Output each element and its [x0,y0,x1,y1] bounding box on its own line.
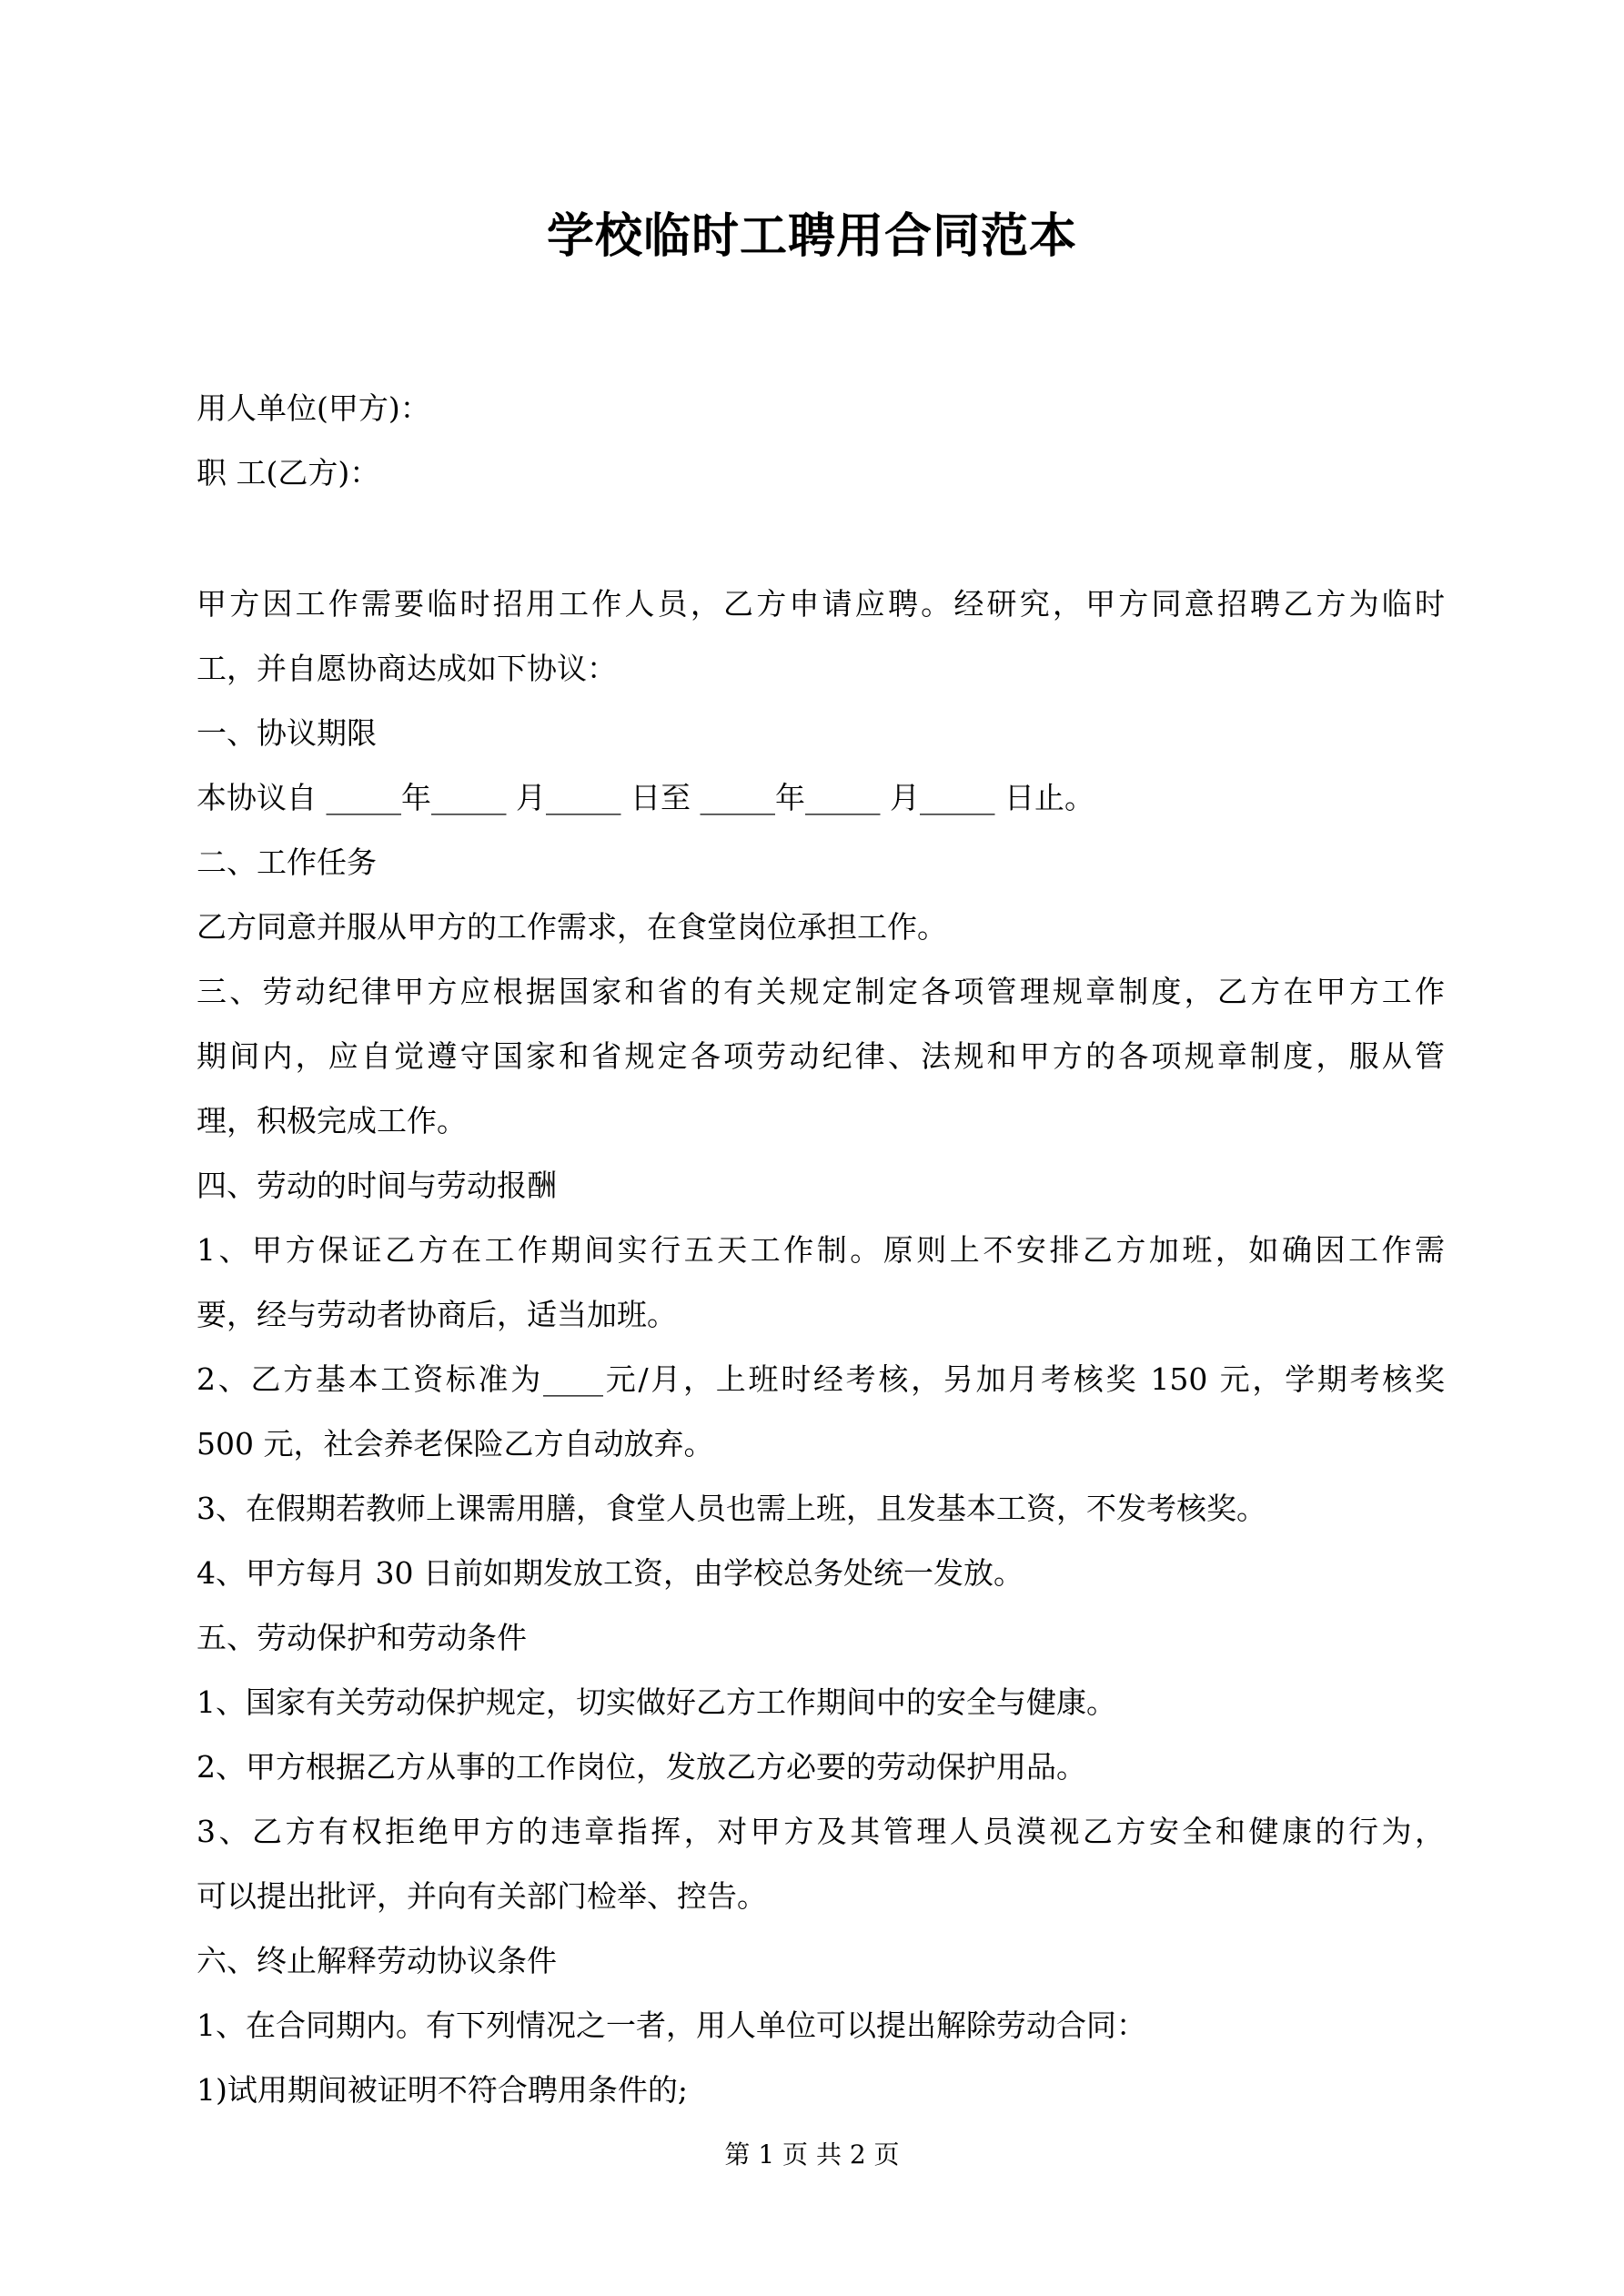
page-number-footer: 第 1 页 共 2 页 [724,2139,900,2170]
paragraph-line: 1、在合同期内。有下列情况之一者，用人单位可以提出解除劳动合同： [197,2008,1146,2043]
paragraph-line: 1、甲方保证乙方在工作期间实行五天工作制。原则上不安排乙方加班，如确因工作需 [197,1232,1445,1268]
section-heading: 四、劳动的时间与劳动报酬 [197,1168,557,1203]
paragraph-line: 3、乙方有权拒绝甲方的违章指挥，对甲方及其管理人员漠视乙方安全和健康的行为， [197,1814,1445,1849]
document-title: 学校临时工聘用合同范本 [546,208,1077,264]
paragraph-line: 工，并自愿协商达成如下协议： [197,651,617,686]
paragraph-line: 甲方因工作需要临时招用工作人员，乙方申请应聘。经研究，甲方同意招聘乙方为临时 [197,586,1445,622]
paragraph-line: 可以提出批评，并向有关部门检举、控告。 [197,1878,767,1914]
section-heading: 一、协议期限 [197,715,377,751]
paragraph-line: 本协议自 _____年_____ 月_____ 日至 _____年_____ 月_____ 日止。 [197,780,1094,815]
section-heading: 二、工作任务 [197,845,377,880]
section-heading: 六、终止解释劳动协议条件 [197,1943,557,1978]
paragraph-line: 期间内，应自觉遵守国家和省规定各项劳动纪律、法规和甲方的各项规章制度，服从管 [197,1038,1445,1074]
paragraph-line: 理，积极完成工作。 [197,1103,467,1138]
party-employer-line: 用人单位(甲方)： [197,390,430,426]
party-employee-line: 职 工(乙方)： [197,455,380,491]
paragraph-line: 500 元，社会养老保险乙方自动放弃。 [197,1426,714,1462]
party-block [197,376,1445,505]
paragraph-line: 要，经与劳动者协商后，适当加班。 [197,1297,677,1332]
paragraph-line: 4、甲方每月 30 日前如期发放工资，由学校总务处统一发放。 [197,1555,1024,1591]
paragraph-line: 1、国家有关劳动保护规定，切实做好乙方工作期间中的安全与健康。 [197,1684,1116,1720]
contract-body [197,571,1445,2122]
paragraph-line: 1)试用期间被证明不符合聘用条件的; [197,2072,688,2108]
section-heading: 三、劳动纪律甲方应根据国家和省的有关规定制定各项管理规章制度，乙方在甲方工作 [197,974,1445,1009]
section-heading: 五、劳动保护和劳动条件 [197,1620,527,1655]
paragraph-line: 2、甲方根据乙方从事的工作岗位，发放乙方必要的劳动保护用品。 [197,1749,1086,1785]
paragraph-line: 3、在假期若教师上课需用膳，食堂人员也需上班，且发基本工资，不发考核奖。 [197,1491,1266,1526]
paragraph-line: 2、乙方基本工资标准为____元/月，上班时经考核，另加月考核奖 150 元，学期考核奖 [197,1361,1445,1397]
paragraph-line: 乙方同意并服从甲方的工作需求，在食堂岗位承担工作。 [197,909,947,945]
